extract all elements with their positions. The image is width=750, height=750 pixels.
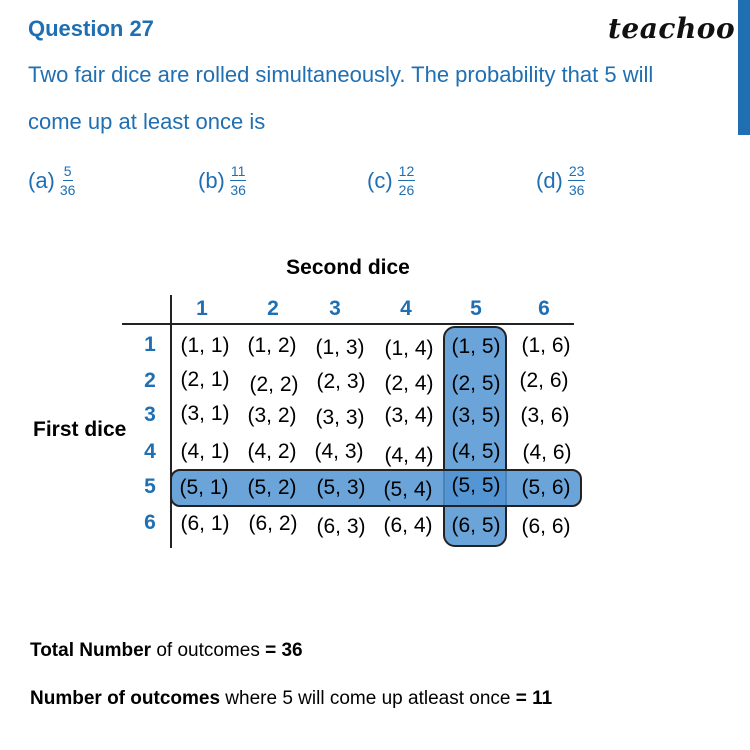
row-header-2: 2 <box>144 369 156 392</box>
cell-1-2: (1, 2) <box>247 334 297 357</box>
option-d <box>536 158 585 204</box>
option-fraction <box>568 164 586 198</box>
summary-term: Total Number <box>30 640 152 661</box>
cell-4-3: (4, 3) <box>314 440 364 463</box>
summary-total-outcomes <box>30 640 303 662</box>
summary-text: where 5 will come up atleast once <box>220 688 516 709</box>
cell-1-5: (1, 5) <box>451 335 501 358</box>
cell-6-4: (6, 4) <box>383 514 433 537</box>
row-header-6: 6 <box>144 511 156 534</box>
col-header-2: 2 <box>267 297 279 320</box>
row-header-4: 4 <box>144 440 156 463</box>
cell-3-5: (3, 5) <box>451 404 501 427</box>
cell-5-6: (5, 6) <box>521 476 571 499</box>
option-a <box>28 158 75 204</box>
fraction-denominator: 26 <box>398 182 415 198</box>
option-fraction <box>398 164 416 198</box>
first-dice-label: First dice <box>33 418 127 441</box>
col-header-6: 6 <box>538 297 550 320</box>
cell-2-3: (2, 3) <box>316 370 366 393</box>
table-header-rule <box>122 323 574 325</box>
cell-1-3: (1, 3) <box>315 336 365 359</box>
cell-2-6: (2, 6) <box>519 369 569 392</box>
fraction-denominator: 36 <box>59 182 76 198</box>
fraction-denominator: 36 <box>568 182 585 198</box>
col-header-4: 4 <box>400 297 412 320</box>
cell-5-5: (5, 5) <box>451 474 501 497</box>
cell-5-3: (5, 3) <box>316 476 366 499</box>
cell-2-2: (2, 2) <box>249 373 299 396</box>
scrollbar[interactable] <box>738 0 750 135</box>
cell-6-1: (6, 1) <box>180 512 230 535</box>
cell-1-1: (1, 1) <box>180 334 230 357</box>
option-fraction <box>60 164 76 198</box>
col-header-3: 3 <box>329 297 341 320</box>
cell-3-6: (3, 6) <box>520 404 570 427</box>
cell-5-4: (5, 4) <box>383 478 433 501</box>
cell-6-2: (6, 2) <box>248 512 298 535</box>
second-dice-label: Second dice <box>286 256 410 279</box>
cell-3-4: (3, 4) <box>384 404 434 427</box>
cell-4-2: (4, 2) <box>247 440 297 463</box>
question-text-line-1: Two fair dice are rolled simultaneously. The probability that 5 will <box>28 62 654 87</box>
cell-4-1: (4, 1) <box>180 440 230 463</box>
cell-4-4: (4, 4) <box>384 444 434 467</box>
summary-favourable-outcomes <box>30 688 552 710</box>
question-title: Question 27 <box>28 16 154 41</box>
summary-value: = 11 <box>515 688 553 709</box>
option-fraction <box>230 164 247 198</box>
cell-6-5: (6, 5) <box>451 514 501 537</box>
summary-term: Number of outcomes <box>30 688 221 709</box>
fraction-numerator: 11 <box>230 163 246 179</box>
cell-3-3: (3, 3) <box>315 406 365 429</box>
cell-5-2: (5, 2) <box>247 476 297 499</box>
cell-2-5: (2, 5) <box>451 372 501 395</box>
option-b <box>198 158 246 204</box>
cell-5-1: (5, 1) <box>179 476 229 499</box>
cell-6-6: (6, 6) <box>521 515 571 538</box>
cell-4-6: (4, 6) <box>522 441 572 464</box>
fraction-numerator: 5 <box>63 163 72 179</box>
cell-3-1: (3, 1) <box>180 402 230 425</box>
teachoo-logo: teachoo <box>608 12 736 45</box>
fraction-numerator: 23 <box>568 163 585 179</box>
summary-text: of outcomes <box>151 640 266 661</box>
option-label: (b) <box>198 168 225 193</box>
cell-2-1: (2, 1) <box>180 368 230 391</box>
row-header-5: 5 <box>144 475 156 498</box>
col-header-5: 5 <box>470 297 482 320</box>
summary-value: = 36 <box>265 640 303 661</box>
cell-1-4: (1, 4) <box>384 337 434 360</box>
cell-3-2: (3, 2) <box>247 404 297 427</box>
option-c <box>367 158 415 204</box>
option-label: (d) <box>536 168 563 193</box>
fraction-denominator: 36 <box>230 182 246 198</box>
cell-2-4: (2, 4) <box>384 372 434 395</box>
question-text-line-2: come up at least once is <box>28 109 266 134</box>
fraction-numerator: 12 <box>398 163 415 179</box>
row-header-3: 3 <box>144 403 156 426</box>
cell-6-3: (6, 3) <box>316 515 366 538</box>
option-label: (a) <box>28 168 55 193</box>
option-label: (c) <box>367 168 393 193</box>
cell-4-5: (4, 5) <box>451 440 501 463</box>
cell-1-6: (1, 6) <box>521 334 571 357</box>
row-header-1: 1 <box>144 333 156 356</box>
col-header-1: 1 <box>196 297 208 320</box>
